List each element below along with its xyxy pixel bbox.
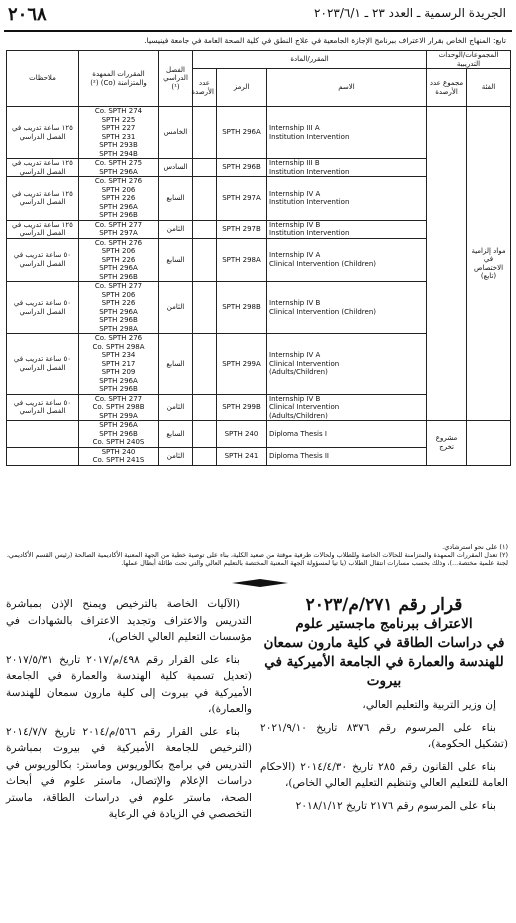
course-note: ٥٠ ساعة تدريب في الفصل الدراسي bbox=[7, 282, 79, 334]
course-code: SPTH 297B bbox=[217, 220, 267, 238]
course-name: Internship IV B Institution Intervention bbox=[267, 220, 427, 238]
decision-paragraph: بناء على المرسوم رقم ٨٣٧٦ تاريخ ٢٠٢١/٩/١٠ (تشكيل الحكومة)، bbox=[260, 721, 508, 750]
continuation-column bbox=[6, 596, 252, 829]
gazette-issue-line: الجريدة الرسمية ـ العدد ٢٣ ـ ٢٠٢٣/٦/١ bbox=[314, 6, 506, 20]
header-category: الفئة bbox=[467, 69, 511, 107]
page-header bbox=[0, 0, 516, 34]
course-name: Internship III B Institution Intervention bbox=[267, 159, 427, 177]
course-note: ١٢٥ ساعة تدريب في الفصل الدراسي bbox=[7, 159, 79, 177]
course-name: Internship IV A Institution Intervention bbox=[267, 177, 427, 221]
header-prereq: المقررات الممهدة والمتزامنة (Co) (²) bbox=[79, 51, 159, 107]
course-note: ٥٠ ساعة تدريب في الفصل الدراسي bbox=[7, 394, 79, 421]
table-caption: تابع: المنهاج الخاص بقرار الاعتراف ببرنامج الإجازة الجامعية في علاج النطق في كلية الصحة العامة في جامعة فينيسيا. bbox=[144, 36, 506, 45]
course-name: Internship III A Institution Intervention bbox=[267, 107, 427, 159]
header-credits: عدد الأرصدة bbox=[193, 69, 217, 107]
course-semester: الخامس bbox=[159, 107, 193, 159]
course-semester: السادس bbox=[159, 159, 193, 177]
course-semester: الثامن bbox=[159, 282, 193, 334]
decision-subject: للهندسة والعمارة في الجامعة الأميركية في بيروت bbox=[264, 654, 504, 689]
course-note: ٥٠ ساعة تدريب في الفصل الدراسي bbox=[7, 334, 79, 395]
page-number: ٢٠٦٨ bbox=[8, 4, 47, 25]
header-name: الاسم bbox=[267, 69, 427, 107]
course-credits bbox=[193, 394, 217, 421]
course-credits bbox=[193, 107, 217, 159]
course-note bbox=[7, 447, 79, 465]
table-row bbox=[7, 107, 511, 159]
decision-subject: في دراسات الطاقة في كلية مارون سمعان bbox=[263, 635, 505, 651]
course-semester: السابع bbox=[159, 238, 193, 282]
course-credits bbox=[193, 282, 217, 334]
decision-paragraph: بناء على المرسوم رقم ٢١٧٦ تاريخ ٢٠١٨/١/١٢ bbox=[295, 799, 496, 812]
course-note: ١٢٥ ساعة تدريب في الفصل الدراسي bbox=[7, 107, 79, 159]
body-paragraph: (الآليات الخاصة بالترخيص ويمنح الإذن بمباشرة التدريس والاعتراف وتجديد الاعتراف بالشهادات في مؤسسات التعليم العالي الخاص)، bbox=[6, 598, 252, 643]
course-semester: الثامن bbox=[159, 447, 193, 465]
course-semester: الثامن bbox=[159, 394, 193, 421]
course-credits bbox=[193, 238, 217, 282]
course-note: ١٢٥ ساعة تدريب في الفصل الدراسي bbox=[7, 177, 79, 221]
footnote: (٢) تعدل المقررات الممهدة والمتزامنة للحالات الخاصة وللطلاب ولحالات ظرفية موقتة من صعيد الكلية، بناء على توصية خطية من الجهة المعنية الأكاديمية الصالحة (رئيس القسم الأكاديمي، لجنة علمية مختصة...)، وذلك بحسب مسارات انتقال الطلاب (يا تيا لمسؤولة الجهة المعنية المختصة بالتعليم العالي والتي تحت طائلة أبطال عملها. bbox=[6, 551, 508, 567]
decision-paragraph: بناء على القانون رقم ٢٨٥ تاريخ ٢٠١٤/٤/٣٠ (الاحكام العامة للتعليم العالي وتنظيم التعليم العالي الخاص)، bbox=[260, 760, 508, 789]
header-course: المقرر/المادة bbox=[193, 51, 427, 69]
course-code: SPTH 299A bbox=[217, 334, 267, 395]
decision-column bbox=[260, 596, 508, 814]
graduation-project-cell: مشروع تخرج bbox=[427, 421, 467, 466]
course-code: SPTH 299B bbox=[217, 394, 267, 421]
course-name: Internship IV A Clinical Intervention (Adults/Children) bbox=[267, 334, 427, 395]
course-credits bbox=[193, 220, 217, 238]
course-name: Internship IV B Clinical Intervention (Children) bbox=[267, 282, 427, 334]
course-credits bbox=[193, 421, 217, 448]
course-code: SPTH 296B bbox=[217, 159, 267, 177]
decision-title bbox=[260, 596, 508, 691]
course-name: Internship IV A Clinical Intervention (Children) bbox=[267, 238, 427, 282]
header-notes: ملاحظات bbox=[7, 51, 79, 107]
course-prereq: Co. SPTH 276 Co. SPTH 298A SPTH 234 SPTH 217 SPTH 209 SPTH 296A SPTH 296B bbox=[79, 334, 159, 395]
course-semester: السابع bbox=[159, 334, 193, 395]
course-credits bbox=[193, 159, 217, 177]
course-code: SPTH 241 bbox=[217, 447, 267, 465]
section-divider-ornament bbox=[232, 578, 288, 588]
decision-subject: الاعتراف ببرنامج ماجستير علوم bbox=[295, 616, 473, 632]
course-code: SPTH 298A bbox=[217, 238, 267, 282]
curriculum-table bbox=[6, 50, 511, 466]
table-footnotes bbox=[6, 543, 508, 567]
course-credits bbox=[193, 334, 217, 395]
course-prereq: Co. SPTH 277 SPTH 206 SPTH 226 SPTH 296A SPTH 296B SPTH 298A bbox=[79, 282, 159, 334]
course-note: ١٢٥ ساعة تدريب في الفصل الدراسي bbox=[7, 220, 79, 238]
footnote: (١) على نحو استرشادي. bbox=[442, 543, 508, 551]
decision-paragraph: إن وزير التربية والتعليم العالي، bbox=[362, 699, 496, 711]
header-semester: الفصل الدراسي (¹) bbox=[159, 51, 193, 107]
header-credits-total: مجموع عدد الأرصدة bbox=[427, 69, 467, 107]
course-prereq: SPTH 296A SPTH 296B Co. SPTH 240S bbox=[79, 421, 159, 448]
course-prereq: Co. SPTH 276 SPTH 206 SPTH 226 SPTH 296A SPTH 296B bbox=[79, 238, 159, 282]
course-prereq: Co. SPTH 277 Co. SPTH 298B SPTH 299A bbox=[79, 394, 159, 421]
course-code: SPTH 297A bbox=[217, 177, 267, 221]
course-note bbox=[7, 421, 79, 448]
course-semester: السابع bbox=[159, 177, 193, 221]
course-prereq: Co. SPTH 276 SPTH 206 SPTH 226 SPTH 296A SPTH 296B bbox=[79, 177, 159, 221]
course-prereq: Co. SPTH 274 SPTH 225 SPTH 227 SPTH 231 SPTH 293B SPTH 294B bbox=[79, 107, 159, 159]
course-note: ٥٠ ساعة تدريب في الفصل الدراسي bbox=[7, 238, 79, 282]
header-group: المجموعات/الوحدات التدريبية bbox=[427, 51, 511, 69]
course-prereq: Co. SPTH 277 SPTH 297A bbox=[79, 220, 159, 238]
table-row bbox=[7, 421, 511, 448]
credits-total-cell bbox=[427, 107, 467, 421]
course-code: SPTH 240 bbox=[217, 421, 267, 448]
course-name: Internship IV B Clinical Intervention (Adults/Children) bbox=[267, 394, 427, 421]
course-name: Diploma Thesis I bbox=[267, 421, 427, 448]
course-semester: السابع bbox=[159, 421, 193, 448]
header-rule bbox=[4, 30, 512, 32]
header-code: الرمز bbox=[217, 69, 267, 107]
body-paragraph: بناء على القرار رقم ٤٩٨/م/٢٠١٧ تاريخ ٢٠١٧/٥/٣١ (تعديل تسمية كلية الهندسة والعمارة في الجامعة الأميركية في بيروت إلى كلية مارون سمعان للهندسة والعمارة)، bbox=[6, 653, 252, 715]
course-prereq: SPTH 240 Co. SPTH 241S bbox=[79, 447, 159, 465]
course-code: SPTH 298B bbox=[217, 282, 267, 334]
body-paragraph: بناء على القرار رقم ٥٦٦/م/٢٠١٤ تاريخ ٢٠١٤/٧/٧ (الترخيص للجامعة الأميركية في بيروت بمباشرة التدريس في برامج بكالوريوس وماستر: بكالوريوس في دراسات الإعلام والإتصال، ماستر علوم في أبحاث الصحة، ماستر علوم في دراسات الطاقة، ماستر التخصصي في الزيادة في الرعاية bbox=[6, 725, 252, 820]
category-cell: مواد إلزامية في الاختصاص (تابع) bbox=[467, 107, 511, 421]
course-prereq: Co. SPTH 275 SPTH 296A bbox=[79, 159, 159, 177]
decision-number: قرار رقم ٢٧١/م/٢٠٢٣ bbox=[305, 595, 463, 615]
course-name: Diploma Thesis II bbox=[267, 447, 427, 465]
course-credits bbox=[193, 447, 217, 465]
category-cell-empty bbox=[467, 421, 511, 466]
course-semester: الثامن bbox=[159, 220, 193, 238]
course-code: SPTH 296A bbox=[217, 107, 267, 159]
course-credits bbox=[193, 177, 217, 221]
